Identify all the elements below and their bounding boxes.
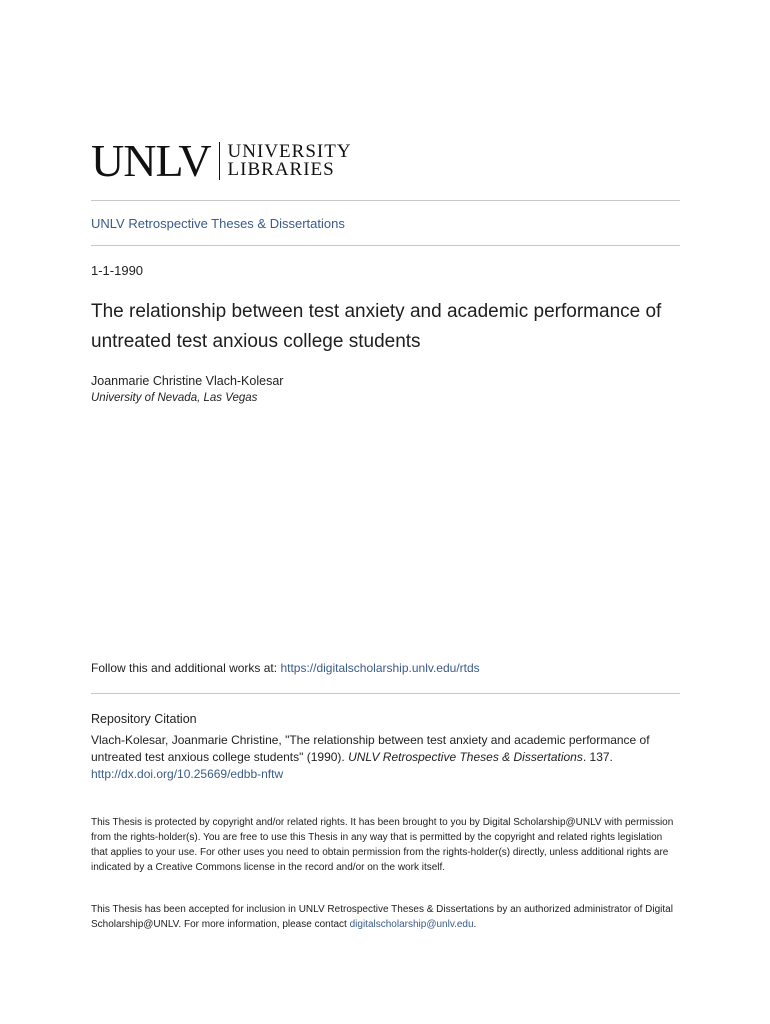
citation-body: Vlach-Kolesar, Joanmarie Christine, "The relationship between test anxiety and academic performance of untreated test anxious college students" (1990). <box>91 733 650 764</box>
author-name: Joanmarie Christine Vlach-Kolesar <box>91 374 284 388</box>
follow-url-link[interactable]: https://digitalscholarship.unlv.edu/rtds <box>280 661 480 675</box>
inclusion-notice <box>91 902 680 932</box>
logo-divider <box>219 142 220 180</box>
copyright-notice: This Thesis is protected by copyright and/or related rights. It has been brought to you by Digital Scholarship@UNLV with permission from the rights-holder(s). You are free to use this Thesis in any way that is permitted by the copyright and related rights legislation that applies to your use. For other uses you need to obtain permission from the rights-holder(s) directly, unless additional rights are indicated by a Creative Commons license in the record and/or on the work itself. <box>91 817 674 873</box>
citation-heading: Repository Citation <box>91 712 197 726</box>
logo-text <box>228 143 352 179</box>
citation-text <box>91 732 680 783</box>
logo-line-1: UNIVERSITY <box>227 141 352 162</box>
citation-end: . 137. <box>582 750 613 764</box>
thesis-title: The relationship between test anxiety and academic performance of untreated test anxious college students <box>91 301 662 352</box>
follow-line <box>91 661 480 675</box>
citation-journal: UNLV Retrospective Theses & Dissertations <box>348 750 583 764</box>
collection-link[interactable]: UNLV Retrospective Theses & Dissertations <box>91 216 345 231</box>
inclusion-text: This Thesis has been accepted for inclusion in UNLV Retrospective Theses & Dissertations by an authorized administrator of Digital Scholarship@UNLV. For more information, please contact <box>91 904 673 930</box>
follow-prefix: Follow this and additional works at: <box>91 661 281 675</box>
divider-collection <box>91 245 680 246</box>
publication-date: 1-1-1990 <box>91 263 144 278</box>
contact-email-link[interactable]: digitalscholarship@unlv.edu <box>349 919 474 930</box>
inclusion-end: . <box>473 919 477 930</box>
divider-top <box>91 200 680 201</box>
logo-line-2: LIBRARIES <box>227 159 335 180</box>
doi-link[interactable]: http://dx.doi.org/10.25669/edbb-nftw <box>91 767 284 781</box>
logo-mark: UNLV <box>91 135 211 186</box>
unlv-libraries-logo <box>91 135 352 186</box>
divider-citation <box>91 693 680 694</box>
author-institution: University of Nevada, Las Vegas <box>91 392 258 404</box>
